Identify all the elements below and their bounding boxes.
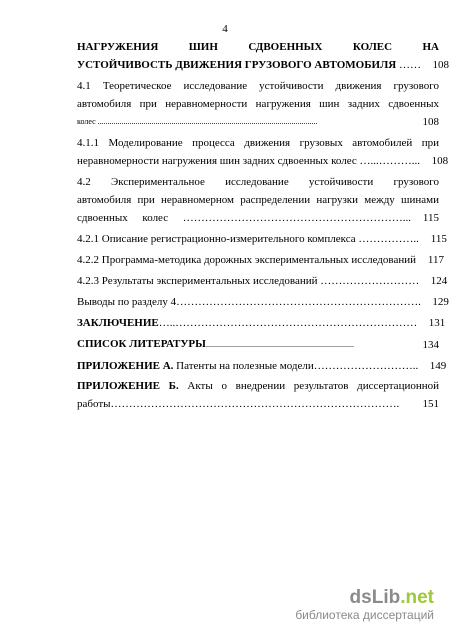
page-number: 4 (222, 23, 228, 35)
toc-entry-bold: ПРИЛОЖЕНИЕ А. (77, 360, 174, 372)
toc-entry (77, 40, 449, 72)
toc-page-number: 115 (430, 233, 447, 245)
toc-entry-title (77, 379, 439, 393)
toc-entry (77, 316, 446, 330)
toc-page-number: 115 (422, 212, 439, 224)
watermark-subtitle: библиотека диссертаций (295, 608, 434, 622)
toc-page-number: 134 (422, 339, 439, 351)
toc-entry-last-line (77, 115, 439, 129)
watermark-logo: dsLib.net (349, 587, 434, 608)
toc-page-number: 149 (429, 360, 447, 372)
toc-entry (77, 379, 439, 411)
table-of-contents (77, 40, 449, 418)
toc-entry (77, 136, 449, 168)
toc-entry (77, 232, 447, 246)
toc-entry-text: Выводы по разделу 4…………………………………………………………. (77, 296, 421, 308)
toc-page-number: 129 (432, 296, 449, 308)
toc-entry-text: 4.2.2 Программа-методика дорожных экспериментальных исследований (77, 254, 416, 266)
toc-entry-last-line (77, 211, 439, 225)
toc-entry-text (77, 316, 423, 330)
toc-page-number: 124 (430, 275, 448, 287)
toc-entry-title: автомобиля при неравномерном распределении нагрузки между шинами (77, 194, 439, 206)
toc-entry-bold: ЗАКЛЮЧЕНИЕ (77, 317, 159, 329)
toc-entry-title: 4.1.1 Моделирование процесса движения грузовых автомобилей при (77, 137, 439, 149)
watermark (295, 588, 434, 622)
toc-entry-dots: Патенты на полезные модели……………………….. (173, 360, 419, 372)
toc-entry-text: колес .............................................................................................................. (77, 117, 318, 126)
toc-entry-text: 4.2.3 Результаты экспериментальных исследований ……………………… (77, 275, 420, 287)
toc-entry (77, 295, 449, 309)
toc-entry (77, 274, 448, 288)
toc-entry-title: 4.2 Экспериментальное исследование устойчивости грузового (77, 176, 439, 188)
toc-page-number: 151 (422, 398, 439, 410)
toc-page-number: 117 (427, 254, 444, 266)
toc-entry-text (77, 359, 424, 373)
toc-entry (77, 175, 439, 225)
toc-entry (77, 253, 444, 267)
toc-entry-text (77, 337, 417, 352)
toc-entry (77, 337, 439, 352)
toc-entry-title: 4.1 Теоретическое исследование устойчивости движения грузового (77, 80, 439, 92)
toc-entry-text: сдвоенных колес ……………………………………………………... (77, 212, 411, 224)
toc-entry-last-line (77, 154, 449, 168)
toc-entry-bold: ПРИЛОЖЕНИЕ Б. (77, 380, 179, 392)
toc-entry-dots: .......................................................................... (205, 340, 354, 349)
toc-entry-last-line (77, 58, 449, 72)
toc-entry-title: автомобиля при неравномерности нагружения шин задних сдвоенных (77, 98, 439, 110)
toc-entry-text: неравномерности нагружения шин задних сдвоенных колес …...………... (77, 155, 421, 167)
toc-entry-last-line (77, 397, 439, 411)
toc-page-number: 108 (432, 59, 449, 71)
toc-entry-title: НАГРУЖЕНИЯ ШИН СДВОЕННЫХ КОЛЕС НА (77, 41, 439, 53)
toc-entry-text: УСТОЙЧИВОСТЬ ДВИЖЕНИЯ ГРУЗОВОГО АВТОМОБИЛЯ …… (77, 59, 421, 71)
toc-entry-bold: СПИСОК ЛИТЕРАТУРЫ (77, 338, 206, 350)
toc-page-number: 131 (428, 317, 446, 329)
toc-entry (77, 359, 447, 373)
toc-entry-text: Акты о внедрении результатов диссертационной (178, 380, 439, 392)
toc-entry (77, 79, 439, 129)
toc-page-number: 108 (422, 116, 439, 128)
toc-entry-text: 4.2.1 Описание регистрационно-измерительного комплекса …………….. (77, 233, 419, 245)
toc-entry-dots: …..………………………………………………………… (158, 317, 418, 329)
toc-entry-text: работы……………………………………………………………………. (77, 398, 400, 410)
toc-page-number: 108 (431, 155, 449, 167)
